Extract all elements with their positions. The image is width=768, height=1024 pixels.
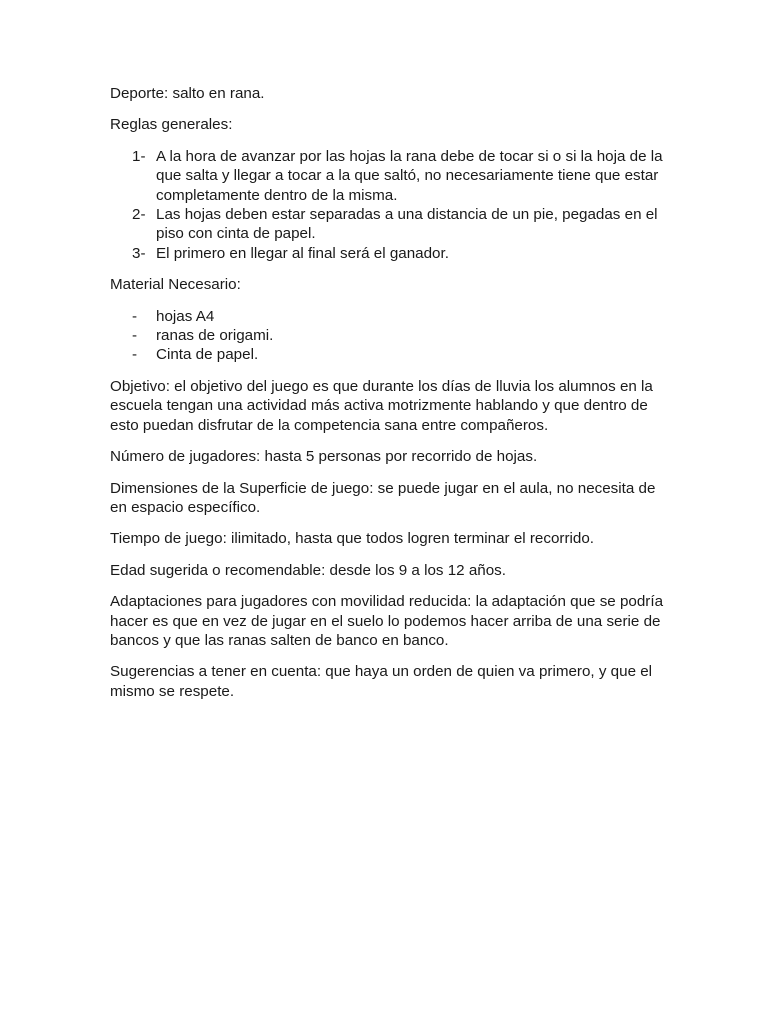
regla-text: A la hora de avanzar por las hojas la rana debe de tocar si o si la hoja de la que salta y llegar a tocar a la que saltó, no necesariamente tiene que estar completamente dentro de la misma. (156, 147, 663, 204)
deporte-line: Deporte: salto en rana. (110, 85, 265, 102)
material-item (110, 345, 670, 364)
material-text: hojas A4 (156, 307, 215, 325)
regla-item (110, 244, 670, 263)
tiempo-paragraph: Tiempo de juego: ilimitado, hasta que todos logren terminar el recorrido. (110, 530, 595, 548)
material-text: Cinta de papel. (156, 346, 259, 364)
material-heading: Material Necesario: (110, 276, 241, 294)
list-number: 1- (132, 147, 146, 165)
adaptaciones-paragraph: Adaptaciones para jugadores con movilidad reducida: la adaptación que se podría hacer es que en vez de jugar en el suelo lo podemos hacer arriba de una serie de bancos y que las ranas salten de banco en banco. (110, 593, 664, 649)
numero-jugadores-paragraph: Número de jugadores: hasta 5 personas por recorrido de hojas. (110, 448, 538, 466)
regla-item (110, 205, 670, 244)
sugerencias-paragraph: Sugerencias a tener en cuenta: que haya un orden de quien va primero, y que el mismo se respete. (110, 663, 653, 700)
material-list (110, 307, 670, 365)
document-body (110, 84, 670, 713)
reglas-heading: Reglas generales: (110, 116, 233, 134)
material-text: ranas de origami. (156, 327, 274, 345)
regla-text: Las hojas deben estar separadas a una distancia de un pie, pegadas en el piso con cinta de papel. (156, 206, 658, 243)
list-dash: - (132, 307, 138, 325)
list-dash: - (132, 327, 138, 345)
material-item (110, 307, 670, 326)
regla-text: El primero en llegar al final será el ganador. (156, 244, 449, 262)
dimensiones-paragraph: Dimensiones de la Superficie de juego: se puede jugar en el aula, no necesita de en espacio específico. (110, 479, 656, 516)
list-number: 3- (132, 244, 146, 262)
material-item (110, 326, 670, 345)
objetivo-paragraph: Objetivo: el objetivo del juego es que durante los días de lluvia los alumnos en la escuela tengan una actividad más activa motrizmente hablando y que dentro de esto puedan disfrutar de la competencia sana entre compañeros. (110, 377, 653, 434)
edad-paragraph: Edad sugerida o recomendable: desde los 9 a los 12 años. (110, 561, 506, 579)
regla-item (110, 147, 670, 205)
list-dash: - (132, 346, 138, 364)
reglas-list (110, 147, 670, 263)
list-number: 2- (132, 206, 146, 224)
